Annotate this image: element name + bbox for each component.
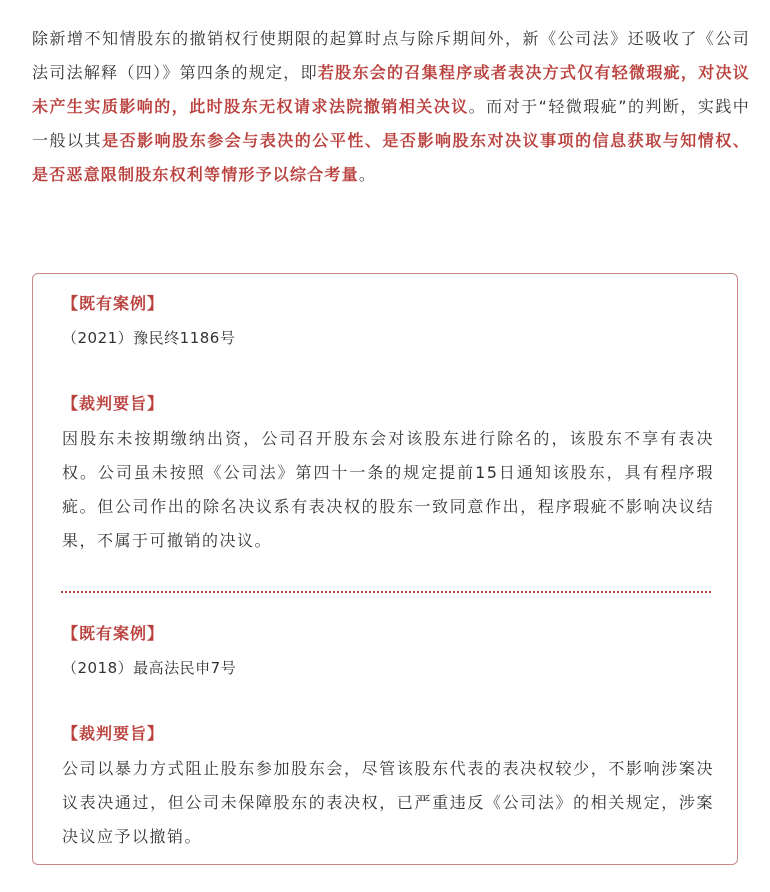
intro-emphasis-2: 是否影响股东参会与表决的公平性、是否影响股东对决议事项的信息获取与知情权、是否恶意限制股东权利等情形予以综合考量 <box>32 131 750 184</box>
intro-paragraph <box>32 22 750 192</box>
case-block-2 <box>62 622 714 854</box>
intro-text-1: 除新增不知情股东的撤销权行使期限的起算时点与除斥期间外，新《公司法》还吸收了《公司法司法解释（四）》第四条的规定，即 <box>32 29 750 82</box>
intro-emphasis-1: 若股东会的召集程序或者表决方式仅有轻微瑕疵，对决议未产生实质影响的，此时股东无权请求法院撤销相关决议 <box>32 63 750 116</box>
existing-case-heading: 【既有案例】 <box>62 624 165 643</box>
ruling-text: 因股东未按期缴纳出资，公司召开股东会对该股东进行除名的，该股东不享有表决权。公司虽未按照《公司法》第四十一条的规定提前15日通知该股东，具有程序瑕疵。但公司作出的除名决议系有表决权的股东一致同意作出，程序瑕疵不影响决议结果，不属于可撤销的决议。 <box>62 429 714 550</box>
case-block-1 <box>62 292 714 558</box>
existing-case-heading: 【既有案例】 <box>62 294 165 313</box>
case-card <box>32 273 738 865</box>
case-number: （2021）豫民终1186号 <box>62 329 236 347</box>
ruling-heading: 【裁判要旨】 <box>62 394 165 413</box>
intro-text-3: 。 <box>358 165 377 184</box>
dotted-divider <box>61 591 711 593</box>
intro-text-2: 。而对于“轻微瑕疵”的判断，实践中一般以其 <box>32 97 750 150</box>
case-number: （2018）最高法民申7号 <box>62 659 237 677</box>
ruling-text: 公司以暴力方式阻止股东参加股东会，尽管该股东代表的表决权较少，不影响涉案决议表决通过，但公司未保障股东的表决权，已严重违反《公司法》的相关规定，涉案决议应予以撤销。 <box>62 759 714 846</box>
ruling-heading: 【裁判要旨】 <box>62 724 165 743</box>
